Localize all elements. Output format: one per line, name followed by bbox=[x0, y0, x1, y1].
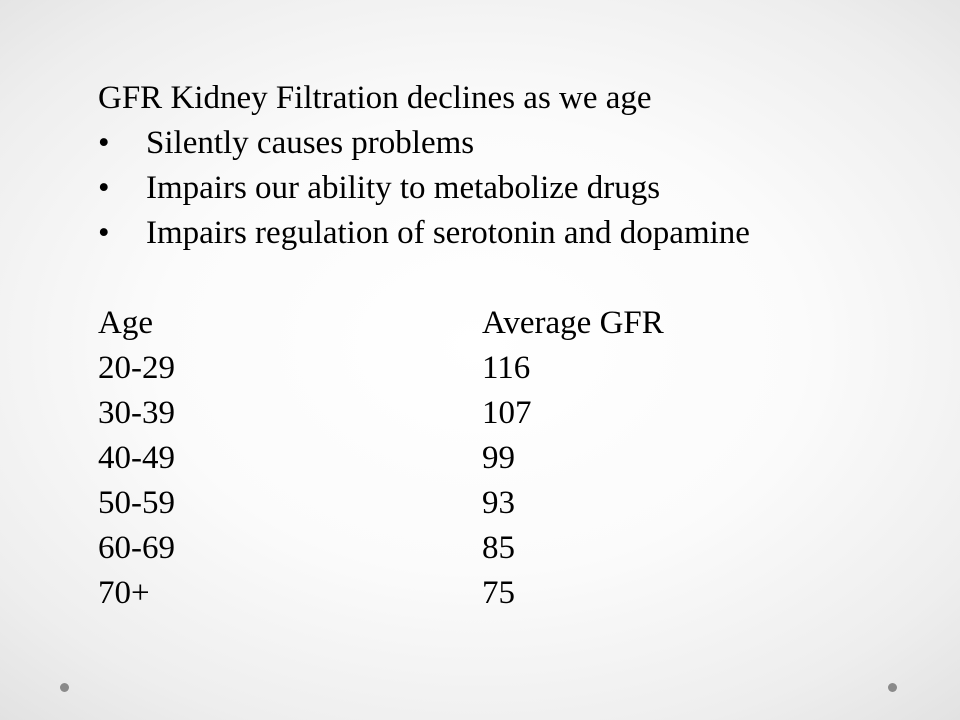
age-column-header: Age bbox=[98, 305, 153, 341]
age-cell: 60-69 bbox=[98, 530, 175, 566]
bullet-item bbox=[98, 211, 918, 256]
gfr-cell: 75 bbox=[482, 575, 515, 611]
table-header-row bbox=[98, 301, 918, 346]
gfr-cell: 85 bbox=[482, 530, 515, 566]
age-cell: 20-29 bbox=[98, 350, 175, 386]
bullet-mark: • bbox=[98, 125, 110, 161]
bullet-mark: • bbox=[98, 170, 110, 206]
bullet-item bbox=[98, 166, 918, 211]
table-row bbox=[98, 526, 918, 571]
table-row bbox=[98, 346, 918, 391]
bullet-item bbox=[98, 121, 918, 166]
slide-content bbox=[98, 76, 918, 616]
bullet-mark: • bbox=[98, 215, 110, 251]
age-cell: 40-49 bbox=[98, 440, 175, 476]
slide-heading: GFR Kidney Filtration declines as we age bbox=[98, 80, 652, 116]
table-row bbox=[98, 391, 918, 436]
table-row bbox=[98, 481, 918, 526]
gfr-column-header: Average GFR bbox=[482, 305, 664, 341]
bullet-text: Impairs our ability to metabolize drugs bbox=[146, 170, 661, 206]
gfr-cell: 99 bbox=[482, 440, 515, 476]
gfr-cell: 107 bbox=[482, 395, 532, 431]
age-cell: 50-59 bbox=[98, 485, 175, 521]
bullet-text: Impairs regulation of serotonin and dopamine bbox=[146, 215, 750, 251]
age-cell: 70+ bbox=[98, 575, 150, 611]
corner-dot-right bbox=[888, 683, 897, 692]
gfr-cell: 116 bbox=[482, 350, 531, 386]
gfr-cell: 93 bbox=[482, 485, 515, 521]
table-row bbox=[98, 436, 918, 481]
blank-line bbox=[98, 256, 918, 301]
corner-dot-left bbox=[60, 683, 69, 692]
bullet-text: Silently causes problems bbox=[146, 125, 475, 161]
table-row bbox=[98, 571, 918, 616]
age-cell: 30-39 bbox=[98, 395, 175, 431]
